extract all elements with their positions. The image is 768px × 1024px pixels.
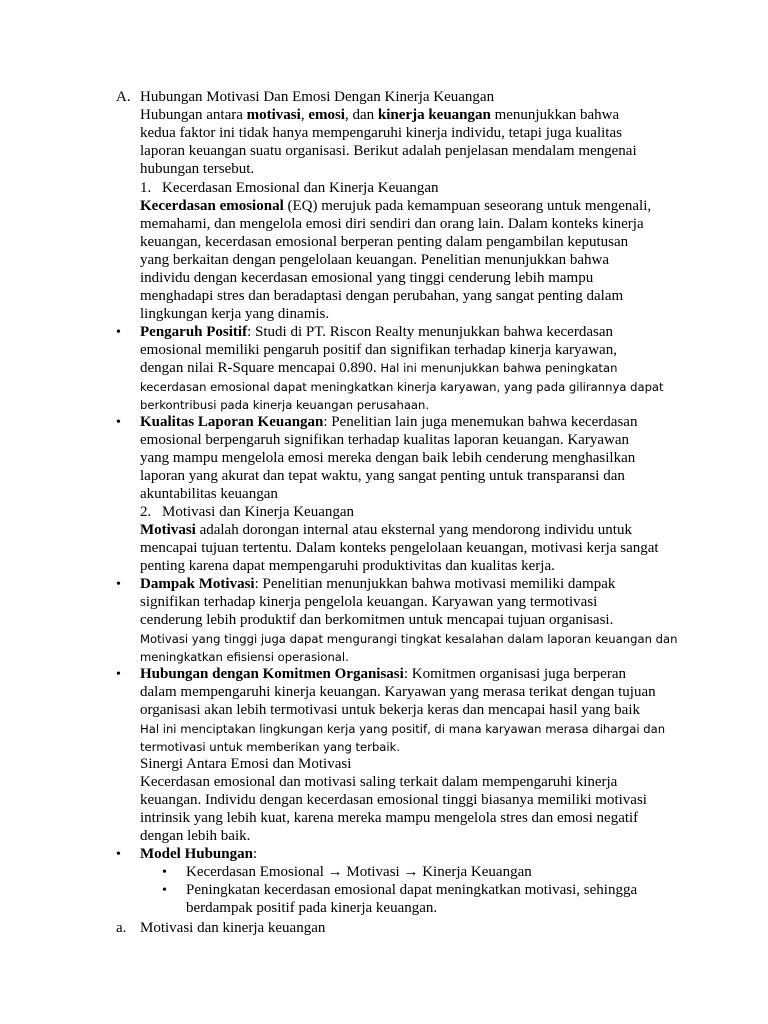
bullet-line [140, 575, 615, 593]
paragraph-line: keuangan. Individu dengan kecerdasan emosional tinggi biasanya memiliki motivasi [140, 792, 647, 808]
bullet-line [140, 323, 613, 341]
intro-text: , [300, 107, 309, 123]
bold-term: Hubungan dengan Komitmen Organisasi [140, 666, 404, 682]
paragraph-line: penting karena dapat mempengaruhi produktivitas dan kualitas kerja. [140, 558, 555, 574]
bullet-line [140, 845, 257, 863]
bullet-icon: • [116, 847, 121, 862]
subsection-title: Sinergi Antara Emosi dan Motivasi [140, 756, 352, 772]
bullet-line: yang mampu mengelola emosi mereka dengan baik lebih cenderung menghasilkan [140, 450, 636, 466]
bullet-line [140, 665, 626, 683]
intro-line: hubungan tersebut. [140, 161, 255, 177]
sub-bullet-line: berdampak positif pada kinerja keuangan. [186, 900, 438, 916]
paragraph-line [140, 521, 632, 539]
section-heading: Motivasi dan kinerja keuangan [140, 920, 326, 936]
bullet-icon: • [116, 667, 121, 682]
bold-term: emosi [308, 107, 345, 123]
bullet-icon: • [116, 415, 121, 430]
intro-text: Hubungan antara [140, 107, 247, 123]
model-flow: Kecerdasan Emosional → Motivasi → Kinerja Keuangan [186, 864, 532, 880]
bullet-icon: • [162, 883, 167, 898]
intro-line: kedua faktor ini tidak hanya mempengaruhi kinerja individu, tetapi juga kualitas [140, 125, 622, 141]
paragraph-line: mencapai tujuan tertentu. Dalam konteks pengelolaan keuangan, motivasi kerja sangat [140, 540, 659, 556]
bullet-line-sans: termotivasi untuk memberikan yang terbaik. [140, 740, 401, 754]
bullet-text: : Studi di PT. Riscon Realty menunjukkan bahwa kecerdasan [247, 324, 613, 340]
paragraph-line: memahami, dan mengelola emosi diri sendiri dan orang lain. Dalam konteks kinerja [140, 216, 644, 232]
bold-term: kinerja keuangan [377, 107, 491, 123]
bullet-line: laporan yang akurat dan tepat waktu, yang sangat penting untuk transparansi dan [140, 468, 625, 484]
subsection-title: Motivasi dan Kinerja Keuangan [162, 504, 355, 520]
bullet-line-sans: Motivasi yang tinggi juga dapat mengurangi tingkat kesalahan dalam laporan keuangan dan [140, 632, 678, 646]
paragraph-line: keuangan, kecerdasan emosional berperan penting dalam pengambilan keputusan [140, 234, 629, 250]
bullet-line-sans: Hal ini menciptakan lingkungan kerja yang positif, di mana karyawan merasa dihargai dan [140, 722, 666, 736]
heading-marker: a. [116, 920, 127, 936]
bullet-line-sans: meningkatkan efisiensi operasional. [140, 650, 349, 664]
bullet-line: emosional memiliki pengaruh positif dan signifikan terhadap kinerja karyawan, [140, 342, 617, 358]
bold-term: Dampak Motivasi [140, 576, 255, 592]
paragraph-line: menghadapi stres dan beradaptasi dengan perubahan, yang sangat penting dalam [140, 288, 624, 304]
bullet-line: emosional berpengaruh signifikan terhadap kualitas laporan keuangan. Karyawan [140, 432, 629, 448]
intro-line: laporan keuangan suatu organisasi. Berikut adalah penjelasan mendalam mengenai [140, 143, 637, 159]
sub-bullet-line: Peningkatan kecerdasan emosional dapat meningkatkan motivasi, sehingga [186, 882, 638, 898]
paragraph-line: yang berkaitan dengan pengelolaan keuangan. Penelitian menunjukkan bahwa [140, 252, 609, 268]
paragraph-line [140, 197, 651, 215]
heading-marker: A. [116, 89, 131, 105]
bullet-text-sans: Hal ini menunjukkan bahwa peningkatan [380, 361, 618, 375]
bullet-text: : Penelitian menunjukkan bahwa motivasi memiliki dampak [254, 576, 616, 592]
bullet-text: : [252, 846, 258, 862]
bold-term: Kecerdasan emosional [140, 198, 284, 214]
bold-term: Kualitas Laporan Keuangan [140, 414, 324, 430]
paragraph-line: individu dengan kecerdasan emosional yang tinggi cenderung lebih mampu [140, 270, 594, 286]
bullet-line-sans: berkontribusi pada kinerja keuangan perusahaan. [140, 398, 430, 412]
bullet-text: : Komitmen organisasi juga berperan [403, 666, 626, 682]
paragraph-line: Kecerdasan emosional dan motivasi saling terkait dalam mempengaruhi kinerja [140, 774, 618, 790]
bullet-line: cenderung lebih produktif dan berkomitmen untuk mencapai tujuan organisasi. [140, 612, 614, 628]
bold-term: motivasi [246, 107, 301, 123]
bullet-line: organisasi akan lebih termotivasi untuk bekerja keras dan mencapai hasil yang baik [140, 702, 640, 718]
bullet-line: akuntabilitas keuangan [140, 486, 278, 502]
subsection-title: Kecerdasan Emosional dan Kinerja Keuangan [162, 180, 439, 196]
paragraph-text: (EQ) merujuk pada kemampuan seseorang untuk mengenali, [283, 198, 652, 214]
list-number: 1. [140, 180, 152, 196]
bullet-line [140, 359, 617, 377]
bullet-icon: • [116, 577, 121, 592]
bullet-icon: • [162, 865, 167, 880]
bullet-text: dengan nilai R-Square mencapai 0.890. [140, 360, 381, 376]
bullet-line-sans: kecerdasan emosional dapat meningkatkan kinerja karyawan, yang pada gilirannya dapat [140, 380, 664, 394]
paragraph-line: intrinsik yang lebih kuat, karena mereka mampu mengelola stres dan emosi negatif [140, 810, 639, 826]
list-number: 2. [140, 504, 152, 520]
bullet-text: : Penelitian lain juga menemukan bahwa kecerdasan [323, 414, 638, 430]
paragraph-text: adalah dorongan internal atau eksternal yang mendorong individu untuk [195, 522, 632, 538]
intro-text: , dan [344, 107, 378, 123]
intro-text: menunjukkan bahwa [490, 107, 620, 123]
section-heading: Hubungan Motivasi Dan Emosi Dengan Kinerja Keuangan [140, 89, 495, 105]
bold-term: Pengaruh Positif [140, 324, 248, 340]
bullet-line: signifikan terhadap kinerja pengelola keuangan. Karyawan yang termotivasi [140, 594, 598, 610]
bold-term: Motivasi [140, 522, 196, 538]
bold-term: Model Hubungan [140, 846, 253, 862]
bullet-line [140, 413, 637, 431]
intro-line-1 [140, 106, 619, 124]
bullet-line: dalam mempengaruhi kinerja keuangan. Karyawan yang merasa terikat dengan tujuan [140, 684, 656, 700]
paragraph-line: lingkungan kerja yang dinamis. [140, 306, 330, 322]
bullet-icon: • [116, 325, 121, 340]
paragraph-line: dengan lebih baik. [140, 828, 251, 844]
